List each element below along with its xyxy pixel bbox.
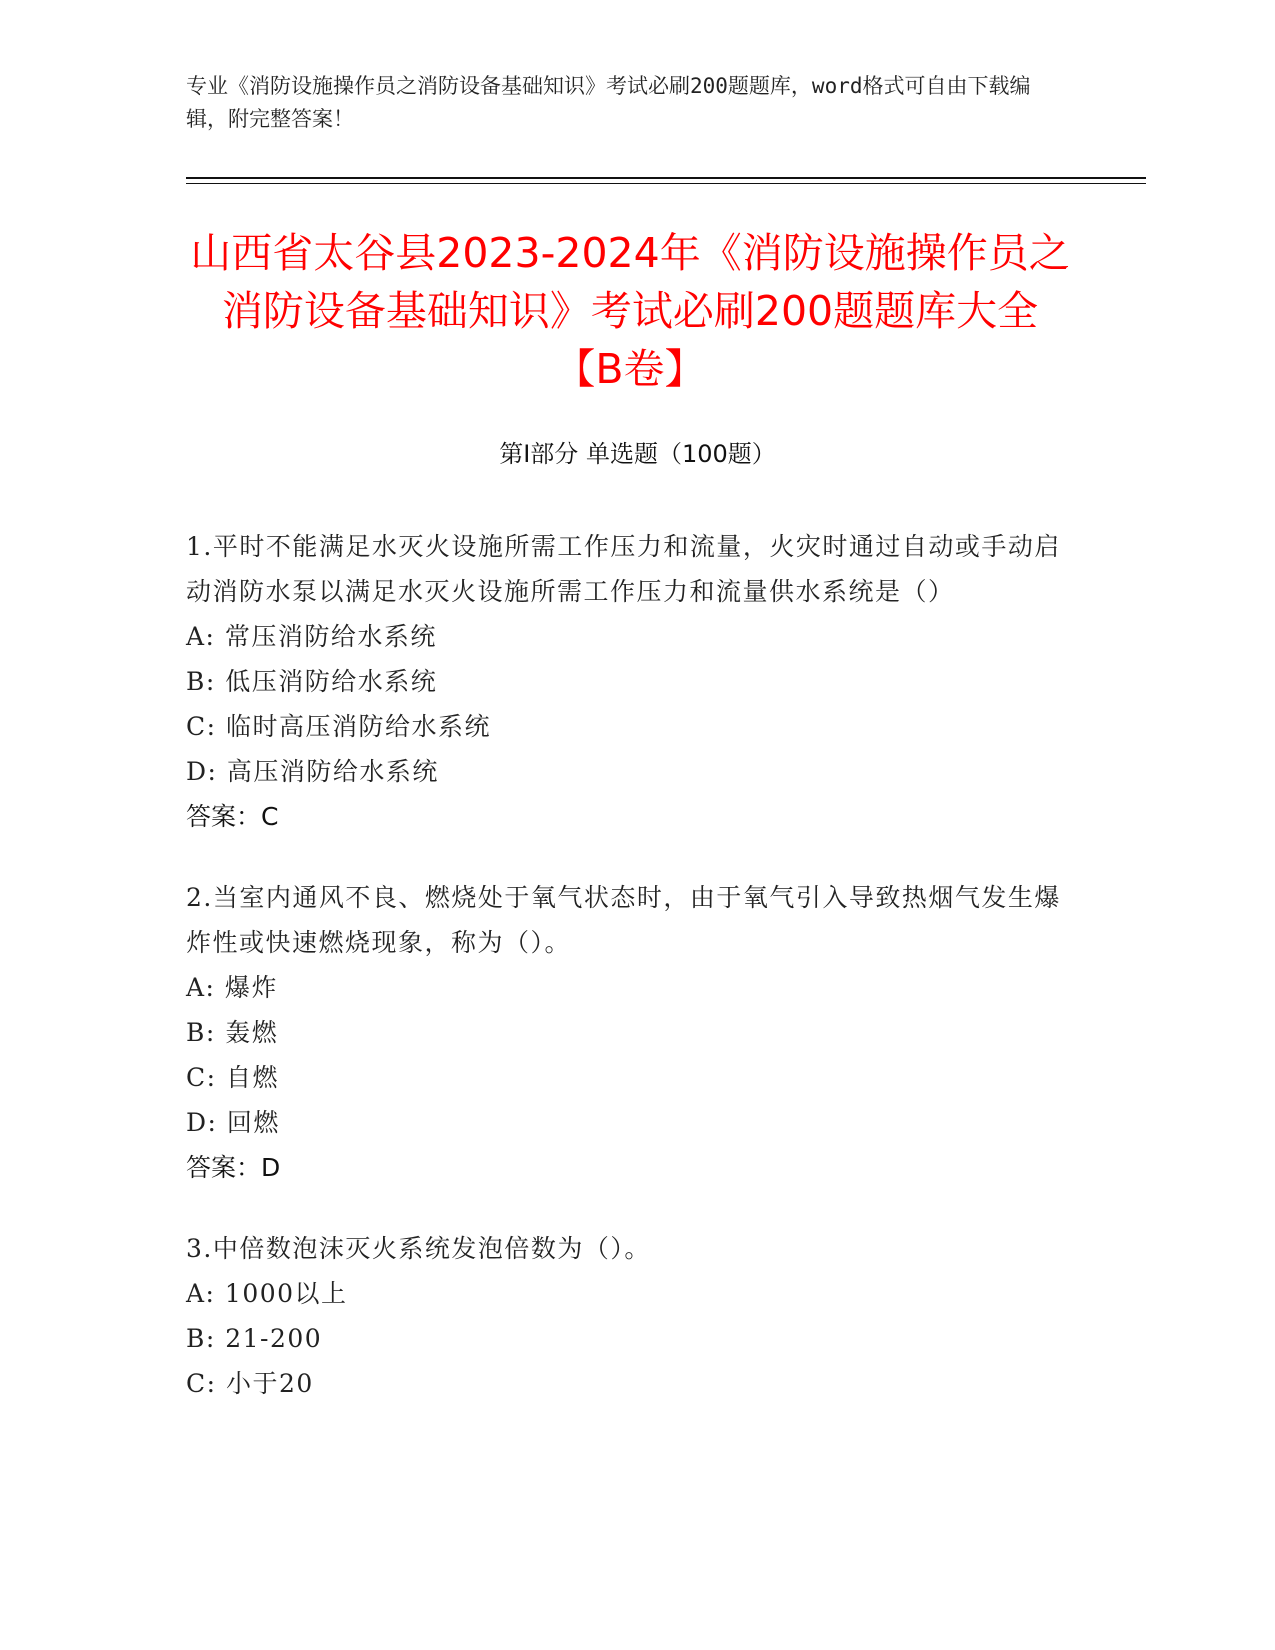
answer: 答案：C: [186, 802, 279, 831]
option-c: C: 自燃: [186, 1063, 279, 1092]
question-list: [186, 524, 1066, 1442]
option-b: B: 低压消防给水系统: [186, 667, 438, 696]
question-3: [186, 1226, 1066, 1406]
option-b: B: 21-200: [186, 1324, 323, 1353]
option-a: A: 1000以上: [186, 1279, 348, 1308]
option-c: C: 小于20: [186, 1369, 314, 1398]
option-a: A: 常压消防给水系统: [186, 622, 437, 651]
document-title: 山西省太谷县2023-2024年《消防设施操作员之消防设备基础知识》考试必刷200题题库大全【B卷】: [190, 229, 1070, 393]
question-stem: 3.中倍数泡沫灭火系统发泡倍数为（）。: [186, 1234, 651, 1263]
option-d: D: 高压消防给水系统: [186, 757, 439, 786]
question-2: [186, 875, 1066, 1190]
option-d: D: 回燃: [186, 1108, 280, 1137]
option-b: B: 轰燃: [186, 1018, 279, 1047]
header-rule-thin: [186, 183, 1146, 184]
header-note: 专业《消防设施操作员之消防设备基础知识》考试必刷200题题库，word格式可自由下载编辑，附完整答案！: [186, 74, 1031, 131]
option-c: C: 临时高压消防给水系统: [186, 712, 491, 741]
question-1: [186, 524, 1066, 839]
option-a: A: 爆炸: [186, 973, 278, 1002]
question-stem: 1.平时不能满足水灭火设施所需工作压力和流量，火灾时通过自动或手动启动消防水泵以满足水灭火设施所需工作压力和流量供水系统是（）: [186, 532, 1061, 606]
section-heading: 第Ⅰ部分 单选题（100题）: [499, 440, 776, 468]
question-stem: 2.当室内通风不良、燃烧处于氧气状态时，由于氧气引入导致热烟气发生爆炸性或快速燃烧现象，称为（）。: [186, 883, 1061, 957]
header-rule-thick: [186, 177, 1146, 179]
answer: 答案：D: [186, 1153, 281, 1182]
